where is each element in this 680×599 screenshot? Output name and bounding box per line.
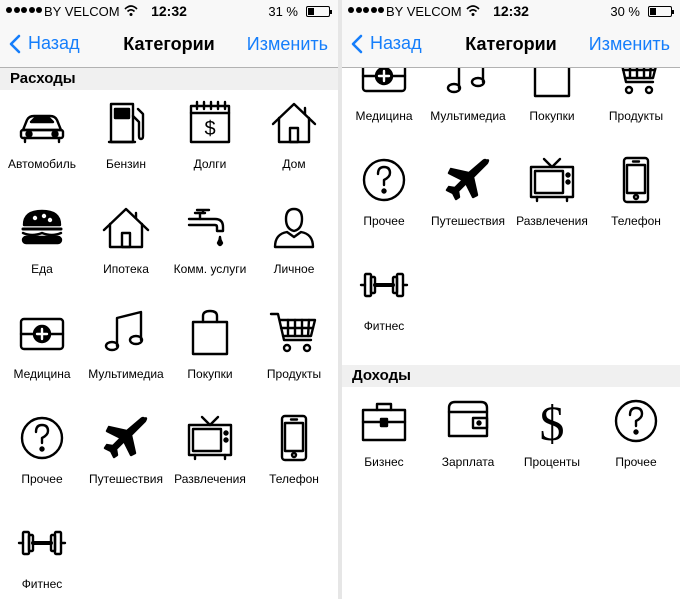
category-label: Телефон	[269, 472, 319, 486]
category-cell[interactable]	[510, 68, 594, 147]
category-label: Еда	[31, 262, 53, 276]
category-cell[interactable]	[0, 405, 84, 510]
burger-icon	[17, 203, 67, 253]
category-label: Путешествия	[88, 472, 164, 486]
category-label: Долги	[193, 157, 227, 171]
category-label: Комм. услуги	[173, 262, 247, 276]
music-note-icon	[101, 308, 151, 358]
back-label: Назад	[28, 33, 80, 53]
category-label: Фитнес	[363, 319, 405, 333]
phone-icon	[269, 413, 319, 463]
screen-right	[342, 0, 680, 599]
category-label: Продукты	[608, 109, 664, 123]
shopping-cart-icon	[269, 308, 319, 358]
category-cell[interactable]	[0, 195, 84, 300]
page-title: Категории	[465, 34, 557, 54]
category-cell[interactable]	[0, 510, 84, 599]
clock: 12:32	[493, 3, 529, 19]
status-bar	[0, 0, 338, 22]
category-cell[interactable]	[426, 388, 510, 493]
category-cell[interactable]	[0, 90, 84, 195]
category-label: Телефон	[611, 214, 661, 228]
question-icon	[359, 155, 409, 205]
category-label: Покупки	[529, 109, 575, 123]
category-cell[interactable]	[84, 300, 168, 405]
fuel-pump-icon	[101, 98, 151, 148]
category-cell[interactable]	[510, 388, 594, 493]
page-title: Категории	[123, 34, 215, 54]
medical-kit-icon	[359, 68, 409, 100]
category-cell[interactable]	[342, 252, 426, 357]
tv-icon	[527, 155, 577, 205]
category-label: Развлечения	[516, 214, 588, 228]
faucet-icon	[185, 203, 235, 253]
category-list	[0, 68, 338, 599]
airplane-icon	[101, 413, 151, 463]
calendar-dollar-icon	[185, 98, 235, 148]
category-label: Ипотека	[103, 262, 149, 276]
category-cell[interactable]	[426, 147, 510, 252]
category-cell[interactable]	[594, 68, 678, 147]
back-label: Назад	[370, 33, 422, 53]
category-label: Прочее	[21, 472, 63, 486]
dumbbell-icon	[359, 260, 409, 310]
carrier-label: BY VELCOM	[386, 4, 462, 19]
category-cell[interactable]	[0, 300, 84, 405]
svg-text:$: $	[204, 118, 216, 140]
category-label: Проценты	[523, 455, 581, 469]
category-label: Фитнес	[21, 577, 63, 591]
section-header-expenses: Расходы	[0, 68, 338, 90]
category-label: Путешествия	[430, 214, 506, 228]
question-icon	[611, 396, 661, 446]
edit-button[interactable]: Изменить	[588, 34, 670, 54]
category-cell[interactable]	[252, 90, 336, 195]
briefcase-icon	[359, 396, 409, 446]
shopping-cart-icon	[611, 68, 661, 100]
category-cell[interactable]	[252, 195, 336, 300]
category-cell[interactable]	[168, 195, 252, 300]
category-cell[interactable]	[252, 300, 336, 405]
category-cell[interactable]	[252, 405, 336, 510]
category-cell[interactable]	[510, 147, 594, 252]
music-note-icon	[443, 68, 493, 100]
medical-kit-icon	[17, 308, 67, 358]
category-cell[interactable]	[168, 90, 252, 195]
wallet-icon	[443, 396, 493, 446]
shopping-bag-icon	[527, 68, 577, 100]
category-label: Продукты	[266, 367, 322, 381]
edit-button[interactable]: Изменить	[246, 34, 328, 54]
category-cell[interactable]	[168, 405, 252, 510]
navigation-bar	[342, 22, 680, 68]
category-label: Покупки	[187, 367, 233, 381]
category-cell[interactable]	[342, 147, 426, 252]
dollar-icon	[527, 396, 577, 446]
svg-text:$: $	[539, 396, 565, 446]
category-label: Прочее	[615, 455, 657, 469]
category-label: Медицина	[355, 109, 413, 123]
category-label: Мультимедиа	[88, 367, 164, 381]
category-cell[interactable]	[84, 405, 168, 510]
car-icon	[17, 98, 67, 148]
question-icon	[17, 413, 67, 463]
category-label: Прочее	[363, 214, 405, 228]
category-cell[interactable]	[594, 147, 678, 252]
shopping-bag-icon	[185, 308, 235, 358]
category-label: Бензин	[105, 157, 146, 171]
tv-icon	[185, 413, 235, 463]
battery-percent: 30 %	[610, 4, 640, 19]
category-label: Развлечения	[174, 472, 246, 486]
carrier-label: BY VELCOM	[44, 4, 120, 19]
category-cell[interactable]	[84, 195, 168, 300]
category-label: Личное	[273, 262, 315, 276]
category-cell[interactable]	[594, 388, 678, 493]
navigation-bar	[0, 22, 338, 68]
category-cell[interactable]	[342, 388, 426, 493]
dumbbell-icon	[17, 518, 67, 568]
section-header-income: Доходы	[342, 365, 680, 387]
category-label: Автомобиль	[8, 157, 76, 171]
category-label: Дом	[282, 157, 306, 171]
battery-icon	[648, 6, 672, 17]
category-cell[interactable]	[342, 68, 426, 147]
category-cell[interactable]	[84, 90, 168, 195]
house-mortgage-icon	[101, 203, 151, 253]
status-bar	[342, 0, 680, 22]
category-label: Мультимедиа	[430, 109, 506, 123]
screen-left	[0, 0, 338, 599]
category-label: Бизнес	[364, 455, 404, 469]
phone-icon	[611, 155, 661, 205]
battery-percent: 31 %	[268, 4, 298, 19]
category-cell[interactable]	[426, 68, 510, 147]
person-icon	[269, 203, 319, 253]
clock: 12:32	[151, 3, 187, 19]
category-list	[342, 68, 680, 599]
battery-icon	[306, 6, 330, 17]
category-label: Медицина	[13, 367, 71, 381]
house-icon	[269, 98, 319, 148]
category-cell[interactable]	[168, 300, 252, 405]
category-label: Зарплата	[441, 455, 495, 469]
airplane-icon	[443, 155, 493, 205]
